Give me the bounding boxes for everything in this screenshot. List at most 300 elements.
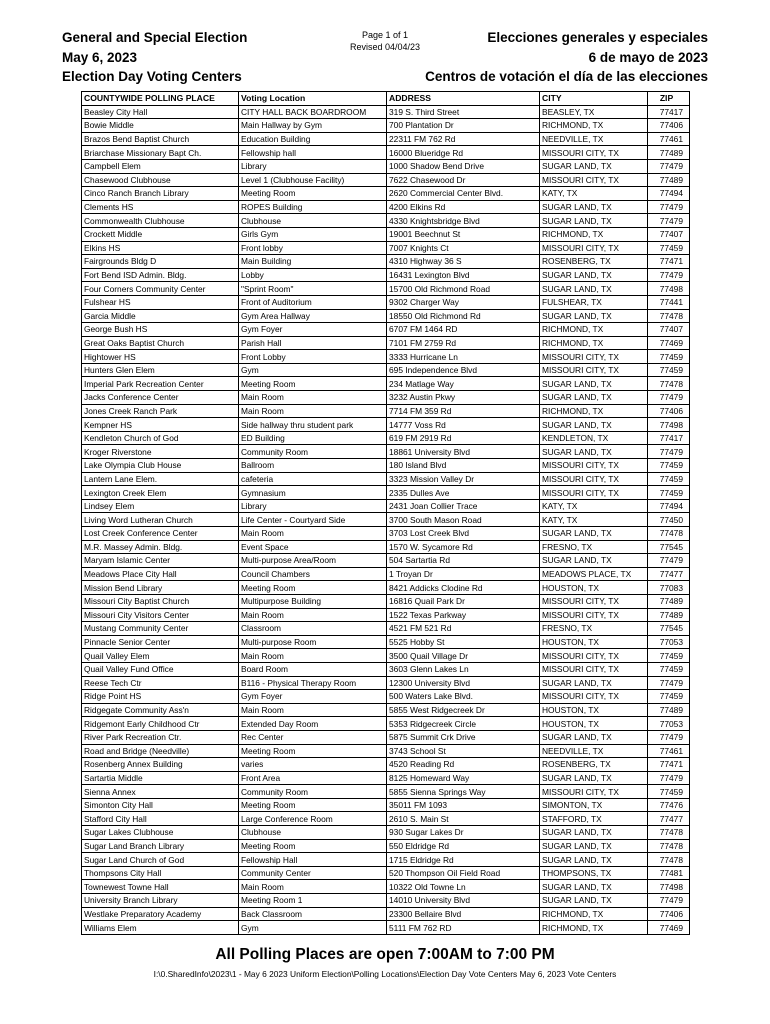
- voting-location-cell: Gymnasium: [239, 486, 387, 500]
- zip-cell: 77479: [648, 894, 690, 908]
- city-cell: SUGAR LAND, TX: [540, 268, 648, 282]
- election-title-en: General and Special Election: [62, 30, 248, 45]
- zip-cell: 77478: [648, 377, 690, 391]
- voting-location-cell: Main Hallway by Gym: [239, 119, 387, 133]
- table-body: [82, 105, 690, 934]
- zip-cell: 77481: [648, 866, 690, 880]
- polling-place-cell: Brazos Bend Baptist Church: [82, 132, 239, 146]
- polling-place-cell: Maryam Islamic Center: [82, 554, 239, 568]
- table-row: [82, 880, 690, 894]
- voting-location-cell: cafeteria: [239, 472, 387, 486]
- city-cell: FRESNO, TX: [540, 622, 648, 636]
- polling-place-cell: Jacks Conference Center: [82, 391, 239, 405]
- address-cell: 23300 Bellaire Blvd: [387, 907, 540, 921]
- city-cell: MISSOURI CITY, TX: [540, 662, 648, 676]
- address-cell: 3603 Glenn Lakes Ln: [387, 662, 540, 676]
- polling-hours-note: All Polling Places are open 7:00AM to 7:00 PM: [215, 946, 555, 963]
- zip-cell: 77406: [648, 404, 690, 418]
- file-path: I:\0.SharedInfo\2023\1 - May 6 2023 Uniform Election\Polling Locations\Election Day Vote Centers May 6, 2023 Vote Centers: [153, 969, 617, 979]
- address-cell: 15700 Old Richmond Road: [387, 282, 540, 296]
- address-cell: 3333 Hurricane Ln: [387, 350, 540, 364]
- voting-location-cell: Clubhouse: [239, 214, 387, 228]
- zip-cell: 77479: [648, 676, 690, 690]
- city-cell: SUGAR LAND, TX: [540, 826, 648, 840]
- voting-location-cell: Multi-purpose Area/Room: [239, 554, 387, 568]
- voting-location-cell: Main Room: [239, 649, 387, 663]
- voting-location-cell: Front Area: [239, 771, 387, 785]
- table-row: [82, 826, 690, 840]
- voting-location-cell: Meeting Room: [239, 581, 387, 595]
- table-row: [82, 635, 690, 649]
- zip-cell: 77489: [648, 594, 690, 608]
- address-cell: 7007 Knights Ct: [387, 241, 540, 255]
- document-title-es: Centros de votación el día de las elecciones: [425, 69, 708, 84]
- polling-place-cell: Pinnacle Senior Center: [82, 635, 239, 649]
- city-cell: MISSOURI CITY, TX: [540, 649, 648, 663]
- zip-cell: 77471: [648, 255, 690, 269]
- city-cell: SUGAR LAND, TX: [540, 554, 648, 568]
- zip-cell: 77477: [648, 567, 690, 581]
- city-cell: MISSOURI CITY, TX: [540, 241, 648, 255]
- city-cell: SUGAR LAND, TX: [540, 159, 648, 173]
- zip-cell: 77441: [648, 295, 690, 309]
- city-cell: MEADOWS PLACE, TX: [540, 567, 648, 581]
- table-row: [82, 241, 690, 255]
- zip-cell: 77459: [648, 350, 690, 364]
- voting-location-cell: Main Room: [239, 527, 387, 541]
- polling-place-cell: Ridgemont Early Childhood Ctr: [82, 717, 239, 731]
- zip-cell: 77479: [648, 771, 690, 785]
- zip-cell: 77461: [648, 744, 690, 758]
- city-cell: SIMONTON, TX: [540, 798, 648, 812]
- address-cell: 19001 Beechnut St: [387, 227, 540, 241]
- polling-place-cell: Thompsons City Hall: [82, 866, 239, 880]
- table-row: [82, 622, 690, 636]
- voting-location-cell: Level 1 (Clubhouse Facility): [239, 173, 387, 187]
- table-row: [82, 758, 690, 772]
- column-header-city: CITY: [540, 92, 648, 106]
- table-row: [82, 554, 690, 568]
- zip-cell: 77053: [648, 635, 690, 649]
- address-cell: 5353 Ridgecreek Circle: [387, 717, 540, 731]
- zip-cell: 77459: [648, 690, 690, 704]
- address-cell: 7101 FM 2759 Rd: [387, 336, 540, 350]
- zip-cell: 77545: [648, 540, 690, 554]
- polling-place-cell: Beasley City Hall: [82, 105, 239, 119]
- city-cell: SUGAR LAND, TX: [540, 418, 648, 432]
- table-row: [82, 350, 690, 364]
- table-row: [82, 662, 690, 676]
- table-row: [82, 119, 690, 133]
- polling-place-cell: Mission Bend Library: [82, 581, 239, 595]
- city-cell: SUGAR LAND, TX: [540, 391, 648, 405]
- zip-cell: 77489: [648, 703, 690, 717]
- zip-cell: 77407: [648, 323, 690, 337]
- address-cell: 5855 Sienna Springs Way: [387, 785, 540, 799]
- polling-place-cell: Kroger Riverstone: [82, 445, 239, 459]
- zip-cell: 77498: [648, 880, 690, 894]
- table-row: [82, 282, 690, 296]
- polling-place-cell: Four Corners Community Center: [82, 282, 239, 296]
- address-cell: 700 Plantation Dr: [387, 119, 540, 133]
- address-cell: 16816 Quail Park Dr: [387, 594, 540, 608]
- zip-cell: 77498: [648, 282, 690, 296]
- city-cell: SUGAR LAND, TX: [540, 527, 648, 541]
- voting-location-cell: Multi-purpose Room: [239, 635, 387, 649]
- table-row: [82, 513, 690, 527]
- table-row: [82, 594, 690, 608]
- table-row: [82, 839, 690, 853]
- polling-place-cell: George Bush HS: [82, 323, 239, 337]
- polling-place-cell: Lake Olympia Club House: [82, 459, 239, 473]
- zip-cell: 77459: [648, 649, 690, 663]
- address-cell: 8125 Homeward Way: [387, 771, 540, 785]
- polling-place-cell: Fulshear HS: [82, 295, 239, 309]
- address-cell: 504 Sartartia Rd: [387, 554, 540, 568]
- city-cell: FRESNO, TX: [540, 540, 648, 554]
- polling-place-cell: Sugar Land Church of God: [82, 853, 239, 867]
- polling-place-cell: Quail Valley Fund Office: [82, 662, 239, 676]
- address-cell: 4520 Reading Rd: [387, 758, 540, 772]
- address-cell: 1570 W. Sycamore Rd: [387, 540, 540, 554]
- zip-cell: 77478: [648, 527, 690, 541]
- address-cell: 4200 Elkins Rd: [387, 200, 540, 214]
- polling-place-cell: Westlake Preparatory Academy: [82, 907, 239, 921]
- address-cell: 2610 S. Main St: [387, 812, 540, 826]
- city-cell: SUGAR LAND, TX: [540, 853, 648, 867]
- table-row: [82, 608, 690, 622]
- address-cell: 4521 FM 521 Rd: [387, 622, 540, 636]
- table-row: [82, 527, 690, 541]
- city-cell: SUGAR LAND, TX: [540, 771, 648, 785]
- city-cell: HOUSTON, TX: [540, 717, 648, 731]
- city-cell: MISSOURI CITY, TX: [540, 608, 648, 622]
- address-cell: 3232 Austin Pkwy: [387, 391, 540, 405]
- zip-cell: 77469: [648, 921, 690, 935]
- address-cell: 4330 Knightsbridge Blvd: [387, 214, 540, 228]
- address-cell: 1000 Shadow Bend Drive: [387, 159, 540, 173]
- address-cell: 5525 Hobby St: [387, 635, 540, 649]
- zip-cell: 77545: [648, 622, 690, 636]
- polling-place-cell: Imperial Park Recreation Center: [82, 377, 239, 391]
- zip-cell: 77479: [648, 159, 690, 173]
- polling-place-cell: Crockett Middle: [82, 227, 239, 241]
- voting-location-cell: B116 - Physical Therapy Room: [239, 676, 387, 690]
- address-cell: 16000 Blueridge Rd: [387, 146, 540, 160]
- polling-place-cell: Fort Bend ISD Admin. Bldg.: [82, 268, 239, 282]
- table-row: [82, 431, 690, 445]
- voting-location-cell: Front of Auditorium: [239, 295, 387, 309]
- polling-place-cell: Quail Valley Elem: [82, 649, 239, 663]
- city-cell: KATY, TX: [540, 499, 648, 513]
- address-cell: 35011 FM 1093: [387, 798, 540, 812]
- table-row: [82, 159, 690, 173]
- table-row: [82, 907, 690, 921]
- table-row: [82, 459, 690, 473]
- voting-location-cell: Main Room: [239, 608, 387, 622]
- address-cell: 2431 Joan Collier Trace: [387, 499, 540, 513]
- zip-cell: 77471: [648, 758, 690, 772]
- voting-location-cell: Gym Foyer: [239, 690, 387, 704]
- polling-place-cell: Lost Creek Conference Center: [82, 527, 239, 541]
- table-row: [82, 921, 690, 935]
- polling-place-cell: Ridgegate Community Ass'n: [82, 703, 239, 717]
- zip-cell: 77478: [648, 853, 690, 867]
- voting-location-cell: Gym: [239, 921, 387, 935]
- polling-place-cell: Fairgrounds Bldg D: [82, 255, 239, 269]
- zip-cell: 77498: [648, 418, 690, 432]
- table-row: [82, 295, 690, 309]
- polling-place-cell: Hunters Glen Elem: [82, 363, 239, 377]
- zip-cell: 77406: [648, 907, 690, 921]
- city-cell: RICHMOND, TX: [540, 404, 648, 418]
- table-row: [82, 391, 690, 405]
- address-cell: 16431 Lexington Blvd: [387, 268, 540, 282]
- voting-location-cell: Event Space: [239, 540, 387, 554]
- zip-cell: 77459: [648, 662, 690, 676]
- zip-cell: 77417: [648, 105, 690, 119]
- address-cell: 500 Waters Lake Blvd.: [387, 690, 540, 704]
- address-cell: 7622 Chasewood Dr: [387, 173, 540, 187]
- table-row: [82, 730, 690, 744]
- polling-place-cell: Sartartia Middle: [82, 771, 239, 785]
- voting-location-cell: Rec Center: [239, 730, 387, 744]
- address-cell: 5855 West Ridgecreek Dr: [387, 703, 540, 717]
- city-cell: SUGAR LAND, TX: [540, 377, 648, 391]
- voting-location-cell: Lobby: [239, 268, 387, 282]
- city-cell: BEASLEY, TX: [540, 105, 648, 119]
- voting-location-cell: Extended Day Room: [239, 717, 387, 731]
- address-cell: 8421 Addicks Clodine Rd: [387, 581, 540, 595]
- voting-location-cell: Library: [239, 499, 387, 513]
- zip-cell: 77450: [648, 513, 690, 527]
- document-title-en: Election Day Voting Centers: [62, 69, 242, 84]
- polling-place-cell: Sugar Land Branch Library: [82, 839, 239, 853]
- address-cell: 2620 Commercial Center Blvd.: [387, 187, 540, 201]
- table-row: [82, 703, 690, 717]
- voting-location-cell: Main Room: [239, 880, 387, 894]
- zip-cell: 77479: [648, 730, 690, 744]
- address-cell: 7714 FM 359 Rd: [387, 404, 540, 418]
- table-row: [82, 853, 690, 867]
- voting-location-cell: Meeting Room: [239, 744, 387, 758]
- table-row: [82, 187, 690, 201]
- polling-place-cell: Meadows Place City Hall: [82, 567, 239, 581]
- table-row: [82, 581, 690, 595]
- voting-location-cell: Main Room: [239, 703, 387, 717]
- table-row: [82, 377, 690, 391]
- header-left: [62, 28, 247, 87]
- city-cell: MISSOURI CITY, TX: [540, 785, 648, 799]
- city-cell: SUGAR LAND, TX: [540, 894, 648, 908]
- zip-cell: 77459: [648, 472, 690, 486]
- polling-place-cell: Bowie Middle: [82, 119, 239, 133]
- voting-location-cell: Community Center: [239, 866, 387, 880]
- voting-location-cell: Side hallway thru student park: [239, 418, 387, 432]
- city-cell: RICHMOND, TX: [540, 323, 648, 337]
- polling-place-cell: Lexington Creek Elem: [82, 486, 239, 500]
- polling-place-cell: Sienna Annex: [82, 785, 239, 799]
- city-cell: MISSOURI CITY, TX: [540, 486, 648, 500]
- city-cell: THOMPSONS, TX: [540, 866, 648, 880]
- zip-cell: 77476: [648, 798, 690, 812]
- page-number: Page 1 of 1: [361, 30, 409, 40]
- voting-location-cell: Back Classroom: [239, 907, 387, 921]
- zip-cell: 77459: [648, 241, 690, 255]
- voting-location-cell: Front lobby: [239, 241, 387, 255]
- city-cell: MISSOURI CITY, TX: [540, 459, 648, 473]
- address-cell: 2335 Dulles Ave: [387, 486, 540, 500]
- zip-cell: 77459: [648, 459, 690, 473]
- city-cell: KATY, TX: [540, 187, 648, 201]
- zip-cell: 77459: [648, 363, 690, 377]
- address-cell: 234 Matlage Way: [387, 377, 540, 391]
- city-cell: RICHMOND, TX: [540, 921, 648, 935]
- zip-cell: 77494: [648, 187, 690, 201]
- election-date-en: May 6, 2023: [62, 49, 138, 65]
- city-cell: FULSHEAR, TX: [540, 295, 648, 309]
- polling-place-cell: Williams Elem: [82, 921, 239, 935]
- city-cell: MISSOURI CITY, TX: [540, 594, 648, 608]
- table-row: [82, 472, 690, 486]
- city-cell: SUGAR LAND, TX: [540, 730, 648, 744]
- polling-place-cell: River Park Recreation Ctr.: [82, 730, 239, 744]
- table-row: [82, 540, 690, 554]
- voting-location-cell: ED Building: [239, 431, 387, 445]
- city-cell: SUGAR LAND, TX: [540, 309, 648, 323]
- zip-cell: 77479: [648, 391, 690, 405]
- voting-location-cell: Main Building: [239, 255, 387, 269]
- voting-location-cell: varies: [239, 758, 387, 772]
- city-cell: SUGAR LAND, TX: [540, 445, 648, 459]
- zip-cell: 77478: [648, 826, 690, 840]
- polling-place-cell: Sugar Lakes Clubhouse: [82, 826, 239, 840]
- table-row: [82, 200, 690, 214]
- voting-location-cell: Fellowship hall: [239, 146, 387, 160]
- city-cell: KENDLETON, TX: [540, 431, 648, 445]
- voting-location-cell: Life Center - Courtyard Side: [239, 513, 387, 527]
- city-cell: SUGAR LAND, TX: [540, 880, 648, 894]
- zip-cell: 77489: [648, 608, 690, 622]
- voting-location-cell: Meeting Room: [239, 839, 387, 853]
- table-row: [82, 363, 690, 377]
- table-row: [82, 445, 690, 459]
- voting-location-cell: Multipurpose Building: [239, 594, 387, 608]
- polling-place-cell: Garcia Middle: [82, 309, 239, 323]
- table-row: [82, 676, 690, 690]
- voting-location-cell: Gym Foyer: [239, 323, 387, 337]
- table-row: [82, 146, 690, 160]
- city-cell: SUGAR LAND, TX: [540, 676, 648, 690]
- voting-location-cell: Classroom: [239, 622, 387, 636]
- city-cell: ROSENBERG, TX: [540, 758, 648, 772]
- city-cell: STAFFORD, TX: [540, 812, 648, 826]
- election-title-es: Elecciones generales y especiales: [487, 30, 708, 45]
- address-cell: 180 Island Blvd: [387, 459, 540, 473]
- address-cell: 5875 Summit Crk Drive: [387, 730, 540, 744]
- table-row: [82, 309, 690, 323]
- zip-cell: 77489: [648, 173, 690, 187]
- column-header-polling-place: COUNTYWIDE POLLING PLACE: [82, 92, 239, 106]
- zip-cell: 77406: [648, 119, 690, 133]
- polling-place-cell: Campbell Elem: [82, 159, 239, 173]
- table-row: [82, 486, 690, 500]
- city-cell: MISSOURI CITY, TX: [540, 173, 648, 187]
- polling-place-cell: Hightower HS: [82, 350, 239, 364]
- polling-place-cell: Missouri City Baptist Church: [82, 594, 239, 608]
- voting-location-cell: Clubhouse: [239, 826, 387, 840]
- election-date-es: 6 de mayo de 2023: [588, 49, 708, 65]
- polling-place-cell: Commonwealth Clubhouse: [82, 214, 239, 228]
- zip-cell: 77461: [648, 132, 690, 146]
- address-cell: 1522 Texas Parkway: [387, 608, 540, 622]
- zip-cell: 77489: [648, 146, 690, 160]
- table-row: [82, 268, 690, 282]
- voting-location-cell: Meeting Room 1: [239, 894, 387, 908]
- voting-location-cell: Girls Gym: [239, 227, 387, 241]
- address-cell: 1 Troyan Dr: [387, 567, 540, 581]
- address-cell: 18550 Old Richmond Rd: [387, 309, 540, 323]
- polling-place-cell: M.R. Massey Admin. Bldg.: [82, 540, 239, 554]
- voting-location-cell: Parish Hall: [239, 336, 387, 350]
- zip-cell: 77417: [648, 431, 690, 445]
- voting-location-cell: Gym Area Hallway: [239, 309, 387, 323]
- city-cell: RICHMOND, TX: [540, 336, 648, 350]
- column-header-voting-location: Voting Location: [239, 92, 387, 106]
- city-cell: MISSOURI CITY, TX: [540, 690, 648, 704]
- polling-place-cell: University Branch Library: [82, 894, 239, 908]
- polling-place-cell: Great Oaks Baptist Church: [82, 336, 239, 350]
- city-cell: ROSENBERG, TX: [540, 255, 648, 269]
- city-cell: MISSOURI CITY, TX: [540, 146, 648, 160]
- table-row: [82, 567, 690, 581]
- city-cell: MISSOURI CITY, TX: [540, 363, 648, 377]
- city-cell: HOUSTON, TX: [540, 635, 648, 649]
- city-cell: SUGAR LAND, TX: [540, 200, 648, 214]
- city-cell: NEEDVILLE, TX: [540, 744, 648, 758]
- city-cell: MISSOURI CITY, TX: [540, 350, 648, 364]
- table-row: [82, 690, 690, 704]
- voting-location-cell: Fellowship Hall: [239, 853, 387, 867]
- zip-cell: 77469: [648, 336, 690, 350]
- table-row: [82, 227, 690, 241]
- polling-place-cell: Lantern Lane Elem.: [82, 472, 239, 486]
- address-cell: 3323 Mission Valley Dr: [387, 472, 540, 486]
- address-cell: 10322 Old Towne Ln: [387, 880, 540, 894]
- voting-location-cell: Gym: [239, 363, 387, 377]
- polling-place-cell: Briarchase Missionary Bapt Ch.: [82, 146, 239, 160]
- table-row: [82, 717, 690, 731]
- zip-cell: 77407: [648, 227, 690, 241]
- table-row: [82, 132, 690, 146]
- address-cell: 695 Independence Blvd: [387, 363, 540, 377]
- address-cell: 1715 Eldridge Rd: [387, 853, 540, 867]
- table-row: [82, 214, 690, 228]
- polling-place-cell: Kempner HS: [82, 418, 239, 432]
- city-cell: KATY, TX: [540, 513, 648, 527]
- address-cell: 9302 Charger Way: [387, 295, 540, 309]
- table-row: [82, 105, 690, 119]
- table-row: [82, 798, 690, 812]
- address-cell: 3500 Quail Village Dr: [387, 649, 540, 663]
- address-cell: 18861 University Blvd: [387, 445, 540, 459]
- voting-location-cell: Board Room: [239, 662, 387, 676]
- city-cell: RICHMOND, TX: [540, 907, 648, 921]
- voting-location-cell: ROPES Building: [239, 200, 387, 214]
- city-cell: HOUSTON, TX: [540, 581, 648, 595]
- voting-location-cell: Main Room: [239, 391, 387, 405]
- voting-location-cell: Ballroom: [239, 459, 387, 473]
